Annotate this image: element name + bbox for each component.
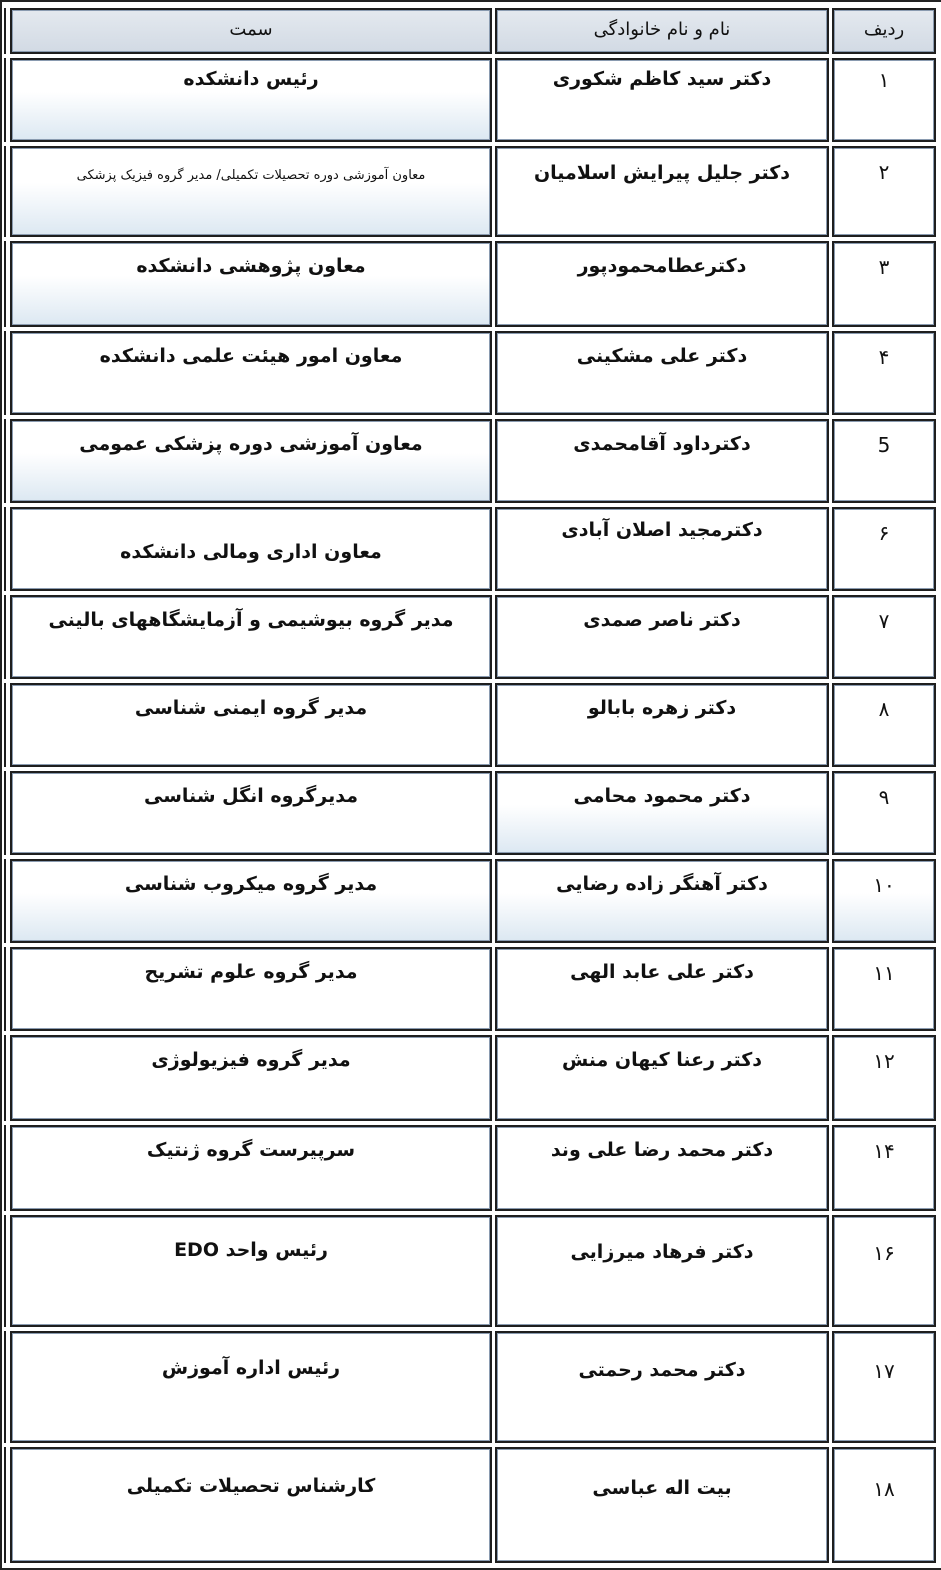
row-name: دکتر علی عابد الهی — [570, 961, 754, 983]
row-name: دکتر آهنگر زاده رضایی — [556, 873, 768, 895]
row-position: معاون آموزشی دوره تحصیلات تکمیلی/ مدیر گروه فیزیک پزشکی — [76, 168, 426, 183]
row-number: ۸ — [878, 697, 890, 721]
left-border — [2, 1215, 6, 1327]
table-row — [2, 1331, 941, 1443]
row-number-cell — [832, 419, 936, 503]
row-name-cell — [495, 859, 829, 943]
left-border — [2, 1035, 6, 1121]
row-position: مدیرگروه انگل شناسی — [144, 785, 358, 807]
row-position: معاون آموزشی دوره پزشکی عمومی — [79, 433, 423, 455]
row-name-cell — [495, 1331, 829, 1443]
row-position-cell — [10, 241, 492, 327]
table-row — [2, 58, 941, 142]
row-position: رئیس واحد EDO — [174, 1239, 328, 1261]
row-number-cell — [832, 1035, 936, 1121]
row-number-cell — [832, 1331, 936, 1443]
row-position: رئیس دانشکده — [183, 68, 319, 90]
row-number-cell — [832, 1215, 936, 1327]
row-position-cell — [10, 419, 492, 503]
table-row — [2, 1125, 941, 1211]
row-position-cell — [10, 507, 492, 591]
row-name-cell — [495, 58, 829, 142]
left-border — [2, 771, 6, 855]
row-number-cell — [832, 771, 936, 855]
left-border — [2, 8, 6, 54]
row-position-cell — [10, 331, 492, 415]
row-position-cell — [10, 146, 492, 237]
row-name: دکترعطامحمودپور — [577, 255, 747, 277]
row-name: دکتر محمد رضا علی وند — [550, 1139, 774, 1161]
table-row — [2, 859, 941, 943]
row-name-cell — [495, 331, 829, 415]
row-number: ۴ — [878, 345, 890, 369]
row-name: دکترمجید اصلان آبادی — [561, 519, 763, 541]
row-position: معاون امور هیئت علمی دانشکده — [99, 345, 403, 367]
row-number-cell — [832, 241, 936, 327]
row-number: ۱۷ — [873, 1359, 895, 1383]
row-position: مدیر گروه میکروب شناسی — [124, 873, 378, 895]
row-position: مدیر گروه بیوشیمی و آزمایشگاههای بالینی — [48, 609, 454, 631]
row-number: ۱۰ — [873, 873, 895, 897]
row-position: مدیر گروه ایمنی شناسی — [134, 697, 368, 719]
table-row — [2, 947, 941, 1031]
row-name-cell — [495, 771, 829, 855]
row-name-cell — [495, 146, 829, 237]
left-border — [2, 331, 6, 415]
left-border — [2, 947, 6, 1031]
table-row — [2, 1035, 941, 1121]
left-border — [2, 1331, 6, 1443]
row-position-cell — [10, 771, 492, 855]
left-border — [2, 1447, 6, 1563]
left-border — [2, 859, 6, 943]
row-name-cell — [495, 1035, 829, 1121]
row-position-cell — [10, 1125, 492, 1211]
header-position: سمت — [10, 8, 492, 54]
table-row — [2, 683, 941, 767]
row-number-cell — [832, 859, 936, 943]
table-row — [2, 771, 941, 855]
row-name: دکتر ناصر صمدی — [583, 609, 741, 631]
row-position: مدیر گروه علوم تشریح — [144, 961, 358, 983]
row-name: دکتر فرهاد میرزایی — [570, 1241, 754, 1263]
row-number-cell — [832, 1447, 936, 1563]
row-name: دکتر جلیل پیرایش اسلامیان — [533, 162, 791, 184]
table-row — [2, 146, 941, 237]
row-name: دکترداود آقامحمدی — [573, 433, 751, 455]
row-name-cell — [495, 507, 829, 591]
row-number: ۱ — [878, 68, 890, 92]
row-position: کارشناس تحصیلات تکمیلی — [126, 1475, 376, 1497]
row-position-cell — [10, 595, 492, 679]
row-number-cell — [832, 58, 936, 142]
row-position: رئیس اداره آموزش — [161, 1357, 341, 1379]
row-position-cell — [10, 1035, 492, 1121]
left-border — [2, 1125, 6, 1211]
row-name: دکتر رعنا کیهان منش — [561, 1049, 763, 1071]
row-number: ۳ — [878, 255, 890, 279]
row-number-cell — [832, 146, 936, 237]
left-border — [2, 58, 6, 142]
table-row — [2, 507, 941, 591]
table-header-row — [2, 8, 941, 54]
row-name: دکتر سید کاظم شکوری — [552, 68, 772, 90]
table-row — [2, 331, 941, 415]
row-number-cell — [832, 1125, 936, 1211]
row-position: مدیر گروه فیزیولوژی — [151, 1049, 351, 1071]
row-number-cell — [832, 683, 936, 767]
row-name-cell — [495, 241, 829, 327]
row-name: دکتر علی مشکینی — [576, 345, 748, 367]
row-name-cell — [495, 1125, 829, 1211]
table-row — [2, 1447, 941, 1563]
row-name: بیت اله عباسی — [592, 1477, 732, 1499]
row-position-cell — [10, 1215, 492, 1327]
left-border — [2, 146, 6, 237]
left-border — [2, 595, 6, 679]
row-name-cell — [495, 683, 829, 767]
table-row — [2, 419, 941, 503]
left-border — [2, 683, 6, 767]
header-name: نام و نام خانوادگی — [495, 8, 829, 54]
row-name-cell — [495, 947, 829, 1031]
row-position: معاون اداری ومالی دانشکده — [120, 541, 382, 563]
row-name: دکتر محمود محامی — [573, 785, 751, 807]
left-border — [2, 507, 6, 591]
row-name: دکتر زهره بابالو — [587, 697, 737, 719]
row-number: ۱۸ — [873, 1477, 895, 1501]
row-number: ۹ — [878, 785, 890, 809]
table-row — [2, 241, 941, 327]
row-number: 5 — [877, 433, 891, 457]
row-position-cell — [10, 947, 492, 1031]
row-name-cell — [495, 419, 829, 503]
row-position-cell — [10, 859, 492, 943]
row-number-cell — [832, 331, 936, 415]
row-name-cell — [495, 595, 829, 679]
row-name-cell — [495, 1215, 829, 1327]
row-position: معاون پژوهشی دانشکده — [136, 255, 366, 277]
row-number: ۲ — [878, 160, 890, 184]
row-number: ۱۶ — [873, 1241, 895, 1265]
row-position-cell — [10, 1331, 492, 1443]
row-name: دکتر محمد رحمتی — [578, 1359, 746, 1381]
row-number: ۶ — [878, 521, 890, 545]
header-number: ردیف — [832, 8, 936, 54]
table-row — [2, 595, 941, 679]
row-name-cell — [495, 1447, 829, 1563]
row-position-cell — [10, 683, 492, 767]
row-number: ۱۱ — [873, 961, 895, 985]
row-number-cell — [832, 947, 936, 1031]
row-position: سرپیرست گروه ژنتیک — [146, 1139, 356, 1161]
row-position-cell — [10, 1447, 492, 1563]
left-border — [2, 419, 6, 503]
row-number: ۱۴ — [873, 1139, 895, 1163]
left-border — [2, 241, 6, 327]
row-position-cell — [10, 58, 492, 142]
table-row — [2, 1215, 941, 1327]
row-number: ۱۲ — [873, 1049, 895, 1073]
row-number-cell — [832, 595, 936, 679]
row-number: ۷ — [878, 609, 890, 633]
row-number-cell — [832, 507, 936, 591]
